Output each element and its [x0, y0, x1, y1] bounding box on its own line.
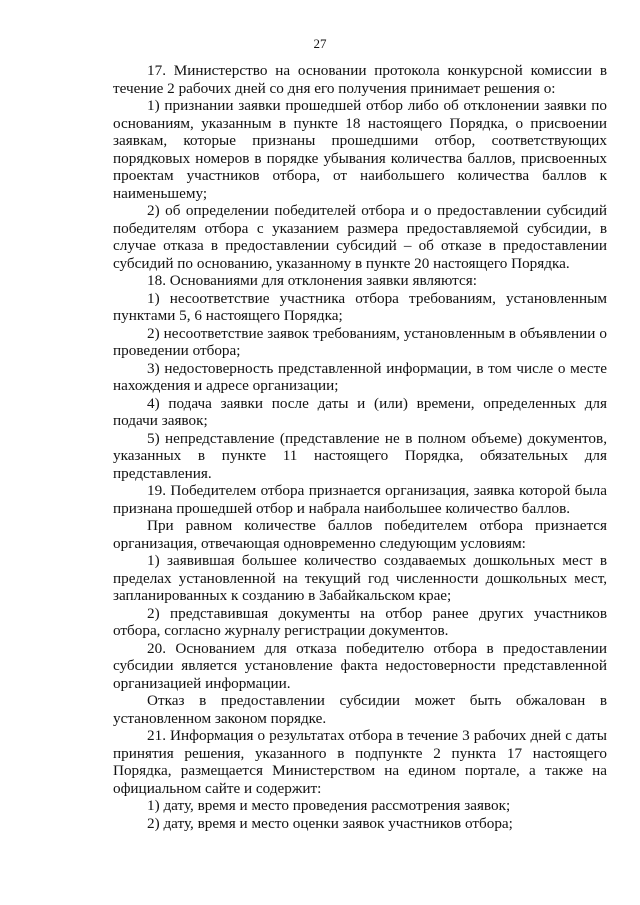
paragraph-18-item-5: 5) непредставление (представление не в полном объеме) документов, указанных в пункте 11 настоящего Порядка, обязательных для представления. [113, 429, 607, 482]
paragraph-19-item-2: 2) представившая документы на отбор ранее других участников отбора, согласно журналу регистрации документов. [113, 604, 607, 639]
document-body [113, 62, 607, 832]
paragraph-17: 17. Министерство на основании протокола конкурсной комиссии в течение 2 рабочих дней со дня его получения принимает решения о: [113, 62, 607, 97]
paragraph-19-equal-score: При равном количестве баллов победителем отбора признается организация, отвечающая одновременно следующим условиям: [113, 517, 607, 552]
paragraph-19-item-1: 1) заявившая большее количество создаваемых дошкольных мест в пределах установленной на текущий год численности дошкольных мест, запланированных к созданию в Забайкальском крае; [113, 552, 607, 604]
paragraph-17-item-2: 2) об определении победителей отбора и о предоставлении субсидий победителям отбора с указанием размера предоставляемой субсидии, в случае отказа в предоставлении субсидий – об отказе в предоставлении субсидий по основанию, указанному в пункте 20 настоящего Порядка. [113, 202, 607, 272]
paragraph-18-item-4: 4) подача заявки после даты и (или) времени, определенных для подачи заявок; [113, 394, 607, 429]
page-number: 27 [313, 36, 327, 51]
paragraph-17-item-1: 1) признании заявки прошедшей отбор либо об отклонении заявки по основаниям, указанным в пункте 18 настоящего Порядка, о присвоении заявкам, которые признаны прошедшими отбор, соответствующих порядковых номеров в порядке убывания количества баллов, присвоенных проектам участников отбора, от наибольшего количества баллов к наименьшему; [113, 97, 607, 202]
paragraph-21-item-2: 2) дату, время и место оценки заявок участников отбора; [147, 814, 513, 832]
paragraph-18: 18. Основаниями для отклонения заявки являются: [147, 272, 477, 289]
paragraph-18-item-2: 2) несоответствие заявок требованиям, установленным в объявлении о проведении отбора; [113, 324, 607, 359]
paragraph-18-item-1: 1) несоответствие участника отбора требованиям, установленным пунктами 5, 6 настоящего Порядка; [113, 289, 607, 324]
paragraph-18-item-3: 3) недостоверность представленной информации, в том числе о месте нахождения и адресе организации; [113, 359, 607, 394]
paragraph-20-appeal: Отказ в предоставлении субсидии может быть обжалован в установленном законом порядке. [113, 692, 607, 727]
paragraph-20: 20. Основанием для отказа победителю отбора в предоставлении субсидии является установление факта недостоверности представленной организацией информации. [113, 639, 607, 692]
paragraph-21-item-1: 1) дату, время и место проведения рассмотрения заявок; [147, 797, 511, 814]
paragraph-19: 19. Победителем отбора признается организация, заявка которой была признана прошедшей отбор и набрала наибольшее количество баллов. [113, 482, 607, 517]
paragraph-21: 21. Информация о результатах отбора в течение 3 рабочих дней с даты принятия решения, указанного в подпункте 2 пункта 17 настоящего Порядка, размещается Министерством на едином портале, а также на официальном сайте и содержит: [113, 727, 607, 797]
